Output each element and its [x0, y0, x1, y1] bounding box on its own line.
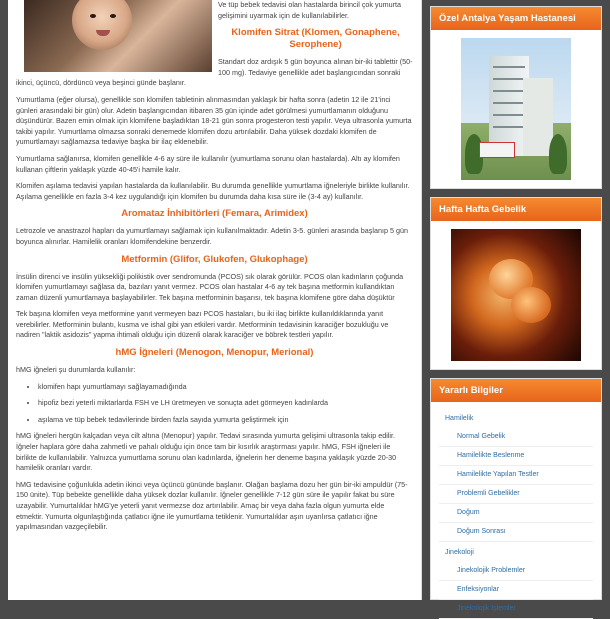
- link-item[interactable]: Doğum: [439, 504, 593, 523]
- link-item[interactable]: Jinekolojik İşlemler: [439, 600, 593, 619]
- link-group-hamilelik[interactable]: Hamilelik: [445, 415, 474, 422]
- list-item: • aşılama ve tüp bebek tedavilerinde birden fazla sayıda yumurta geliştirmek için: [38, 415, 413, 426]
- fetus-image[interactable]: [451, 229, 581, 361]
- section-title-metformin: Metformin (Glifor, Glukofen, Glukophage): [121, 253, 308, 265]
- info-links: [431, 402, 601, 619]
- link-item[interactable]: Enfeksiyonlar: [439, 581, 593, 600]
- hmg-p2: hMG tedavisine çoğunlukla adetin ikinci veya üçüncü gününde başlanır. Olağan başlama dozu her gün bir-iki ampuldür (75-150 ünite). Tüp bebekte genellikle daha yüksek dozlar kullanılır. İğneler genellikle 7-12 gün süre ile yapılır fakat bu süre uzayabilir. Yumurtalıklar hMG'ye yeterli yanıt vermezse doz artırılabilir. Amaç bir veya daha fazla olgun yumurta elde etmektir. Yumurta olgunlaştığında çatlatıcı iğne ile yumurtlama tetiklenir. Yumurtalıklar aşırı uyarılırsa çatlatıcı iğne yapılmasından vazgeçilebilir.: [16, 479, 408, 532]
- info-box: [430, 378, 602, 612]
- baby-photo: [24, 0, 212, 72]
- hmg-p1: hMG iğneleri hergün kalçadan veya cilt altına (Menopur) yapılır. Tedavi sırasında yumurta gelişimi ultrasonla takip edilir. İğneler haplara göre daha zahmetli ve pahalı olduğu için önce tam bir kısırlık araştırması yapılır. hMG, FSH iğneleri ile birlikte de kullanılabilir. Yalnızca yumurtlama sorunu olan kadınlarda, iğnelerin her deneme başına yaklaşık yüzde 20-30 hamilelik oranları vardır.: [16, 431, 397, 473]
- link-item[interactable]: Hamilelikte Beslenme: [439, 447, 593, 466]
- klomifen-p2: Yumurtlama (eğer olursa), genellikle son klomifen tabletinin alınmasından yaklaşık bir hafta sonra (adetin 12 ile 21'inci günleri arasındaki bir gün) olur. Adetin başlangıcından itibaren 35 gün içinde adet görülmesi yumurtlamanın olduğunu düşündürür. Bazen emin olmak için klomifene başladıktan 18-21 gün sonra progesteron testi yapılır. Veya ultrasonla yumurta takibi yapılır. Yumurtlama olmazsa sonraki denemede klomifen dozu artırılabilir. Daha yüksek dozdaki klomifen de yumurtlamayı sağlamazsa tedaviye başka bir ilaç eklenebilir.: [16, 94, 412, 147]
- list-item: • klomifen hapı yumurtlamayı sağlayamadığında: [38, 382, 413, 393]
- link-item[interactable]: Doğum Sonrası: [439, 523, 593, 542]
- section-title-hmg: hMG İğneleri (Menogon, Menopur, Merional): [115, 347, 314, 359]
- list-item: • hipofiz bezi yeterli miktarlarda FSH ve LH üretmeyen ve sonuçta adet görmeyen kadınlarda: [38, 398, 413, 409]
- link-item[interactable]: Problemli Gebelikler: [439, 485, 593, 504]
- klomifen-p3: Yumurtlama sağlanırsa, klomifen genellikle 4-6 ay süre ile kullanılır (yumurtlama sorunu olan hastalarda). Altı ay klomifen kullanan çiftlerin yaklaşık yüzde 40-45'i hamile kalır.: [16, 153, 400, 174]
- metformin-p1: İnsülin direnci ve insülin yüksekliği polikistik over sendromunda (PCOS) sık olarak görülür. PCOS olan kadınların çoğunda klomifen yumurtlamayı sağlasa da, bazıları yanıt vermez. PCOS olan hastalar 4-6 ay tek başına metformin kullandıktan zaman düzenli yumurtlamaya başlayabilirler. Tek başına metforminin başarısı, tek başına klomifene göre daha düşüktür: [16, 271, 404, 302]
- intro-text: Ve tüp bebek tedavisi olan hastalarda birincil çok yumurta gelişimini uyarmak için de kullanılabilirler.: [218, 0, 401, 20]
- sidebar: [430, 0, 602, 612]
- pregnancy-box: [430, 197, 602, 370]
- hospital-photo[interactable]: [461, 38, 571, 180]
- metformin-p2: Tek başına klomifen veya metformine yanıt vermeyen bazı PCOS hastaları, bu iki ilaç birlikte kullanıldıklarında yanıt verebilirler. Metforminin bulantı, kusma ve ishal gibi yan etkileri vardır. Metforminin tedavisinin karaciğer bozukluğu ve nadiren "laktik asidozis" yapma ihtimali olduğu için düzenli olarak karaciğer ve böbrek testleri yapılır.: [16, 309, 389, 340]
- aromataz-p1: Letrozole ve anastrazol hapları da yumurtlamayı sağlamak için kullanılmaktadır. Adetin 3-5. günleri arasında başlanıp 5 gün boyunca alınırlar. Hamilelik oranları klomifendekine benzerdir.: [16, 226, 408, 246]
- klomifen-p1: Standart doz ardışık 5 gün boyunca alınan bir-iki tablettir (50-100 mg). Tedaviye genellikle adet başlangıcından sonraki ikinci, üçüncü, dördüncü veya beşinci günde başlanır.: [16, 57, 413, 88]
- info-box-title: Yararlı Bilgiler: [431, 379, 601, 402]
- pregnancy-box-title[interactable]: Hafta Hafta Gebelik: [431, 198, 601, 221]
- klomifen-p4: Klomifen aşılama tedavisi yapılan hastalarda da kullanılabilir. Bu durumda genellikle yumurtlama iğneleriyle birlikte kullanılır. Aşılama genellikle en fazla 3-4 kez uygulandığı için klomifen bu durumda daha kısa süre ile (3-4 ay) kullanılır.: [16, 181, 410, 201]
- link-item[interactable]: Hamilelikte Yapılan Testler: [439, 466, 593, 485]
- link-group-jinekoloji[interactable]: Jinekoloji: [445, 549, 474, 556]
- hmg-intro: hMG iğneleri şu durumlarda kullanılır:: [16, 365, 136, 375]
- link-item[interactable]: Jinekolojik Problemler: [439, 562, 593, 581]
- hmg-bullet-list: [16, 382, 413, 426]
- link-item[interactable]: Normal Gebelik: [439, 428, 593, 447]
- main-content: [8, 0, 422, 600]
- hospital-box: [430, 6, 602, 189]
- section-title-klomifen: Klomifen Sitrat (Klomen, Gonaphene, Serophene): [231, 27, 400, 51]
- section-title-aromataz: Aromataz İnhibitörleri (Femara, Arimidex): [121, 208, 308, 220]
- hospital-box-title[interactable]: Özel Antalya Yaşam Hastanesi: [431, 7, 601, 30]
